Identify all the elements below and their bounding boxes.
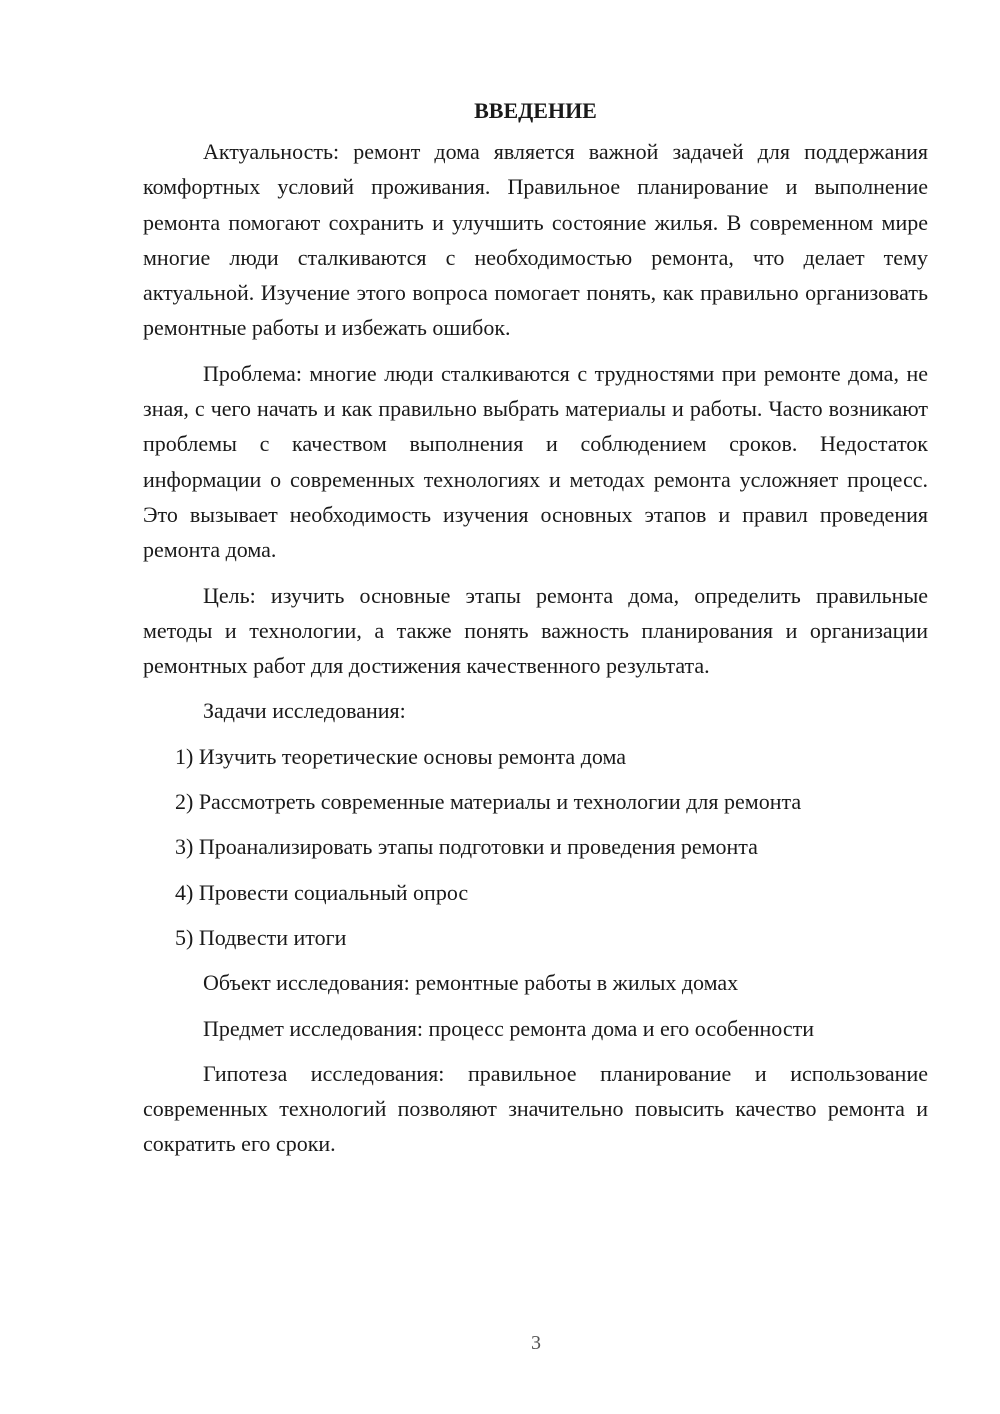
relevance-paragraph: Актуальность: ремонт дома является важной задачей для поддержания комфортных условий проживания. Правильное планирование и выполнение ремонта помогают сохранить и улучшить состояние жилья. В современном мире многие люди сталкиваются с необходимостью ремонта, что делает тему актуальной. Изучение этого вопроса помогает понять, как правильно организовать ремонтные работы и избежать ошибок.	[143, 139, 928, 341]
research-hypothesis: Гипотеза исследования: правильное планирование и использование современных технологий позволяют значительно повысить качество ремонта и сократить его сроки.	[143, 1060, 928, 1157]
tasks-list	[143, 739, 928, 955]
page-title: ВВЕДЕНИЕ	[474, 98, 597, 123]
research-object: Объект исследования: ремонтные работы в жилых домах	[203, 970, 739, 996]
page-number: 3	[531, 1332, 541, 1354]
document-page	[143, 96, 928, 1172]
task-item: 3) Проанализировать этапы подготовки и проведения ремонта	[175, 834, 758, 860]
problem-paragraph: Проблема: многие люди сталкиваются с трудностями при ремонте дома, не зная, с чего начать и как правильно выбрать материалы и работы. Часто возникают проблемы с качеством выполнения и соблюдением сроков. Недостаток информации о современных технологиях и методах ремонта усложняет процесс. Это вызывает необходимость изучения основных этапов и правил проведения ремонта дома.	[143, 360, 928, 563]
task-item: 1) Изучить теоретические основы ремонта дома	[175, 743, 626, 769]
goal-paragraph: Цель: изучить основные этапы ремонта дома, определить правильные методы и технологии, а также понять важность планирования и организации ремонтных работ для достижения качественного результата.	[143, 582, 928, 679]
research-subject: Предмет исследования: процесс ремонта дома и его особенности	[203, 1015, 814, 1041]
task-item: 4) Провести социальный опрос	[175, 879, 469, 905]
task-item: 5) Подвести итоги	[175, 924, 347, 950]
tasks-heading: Задачи исследования:	[203, 698, 406, 724]
task-item: 2) Рассмотреть современные материалы и технологии для ремонта	[175, 789, 802, 815]
